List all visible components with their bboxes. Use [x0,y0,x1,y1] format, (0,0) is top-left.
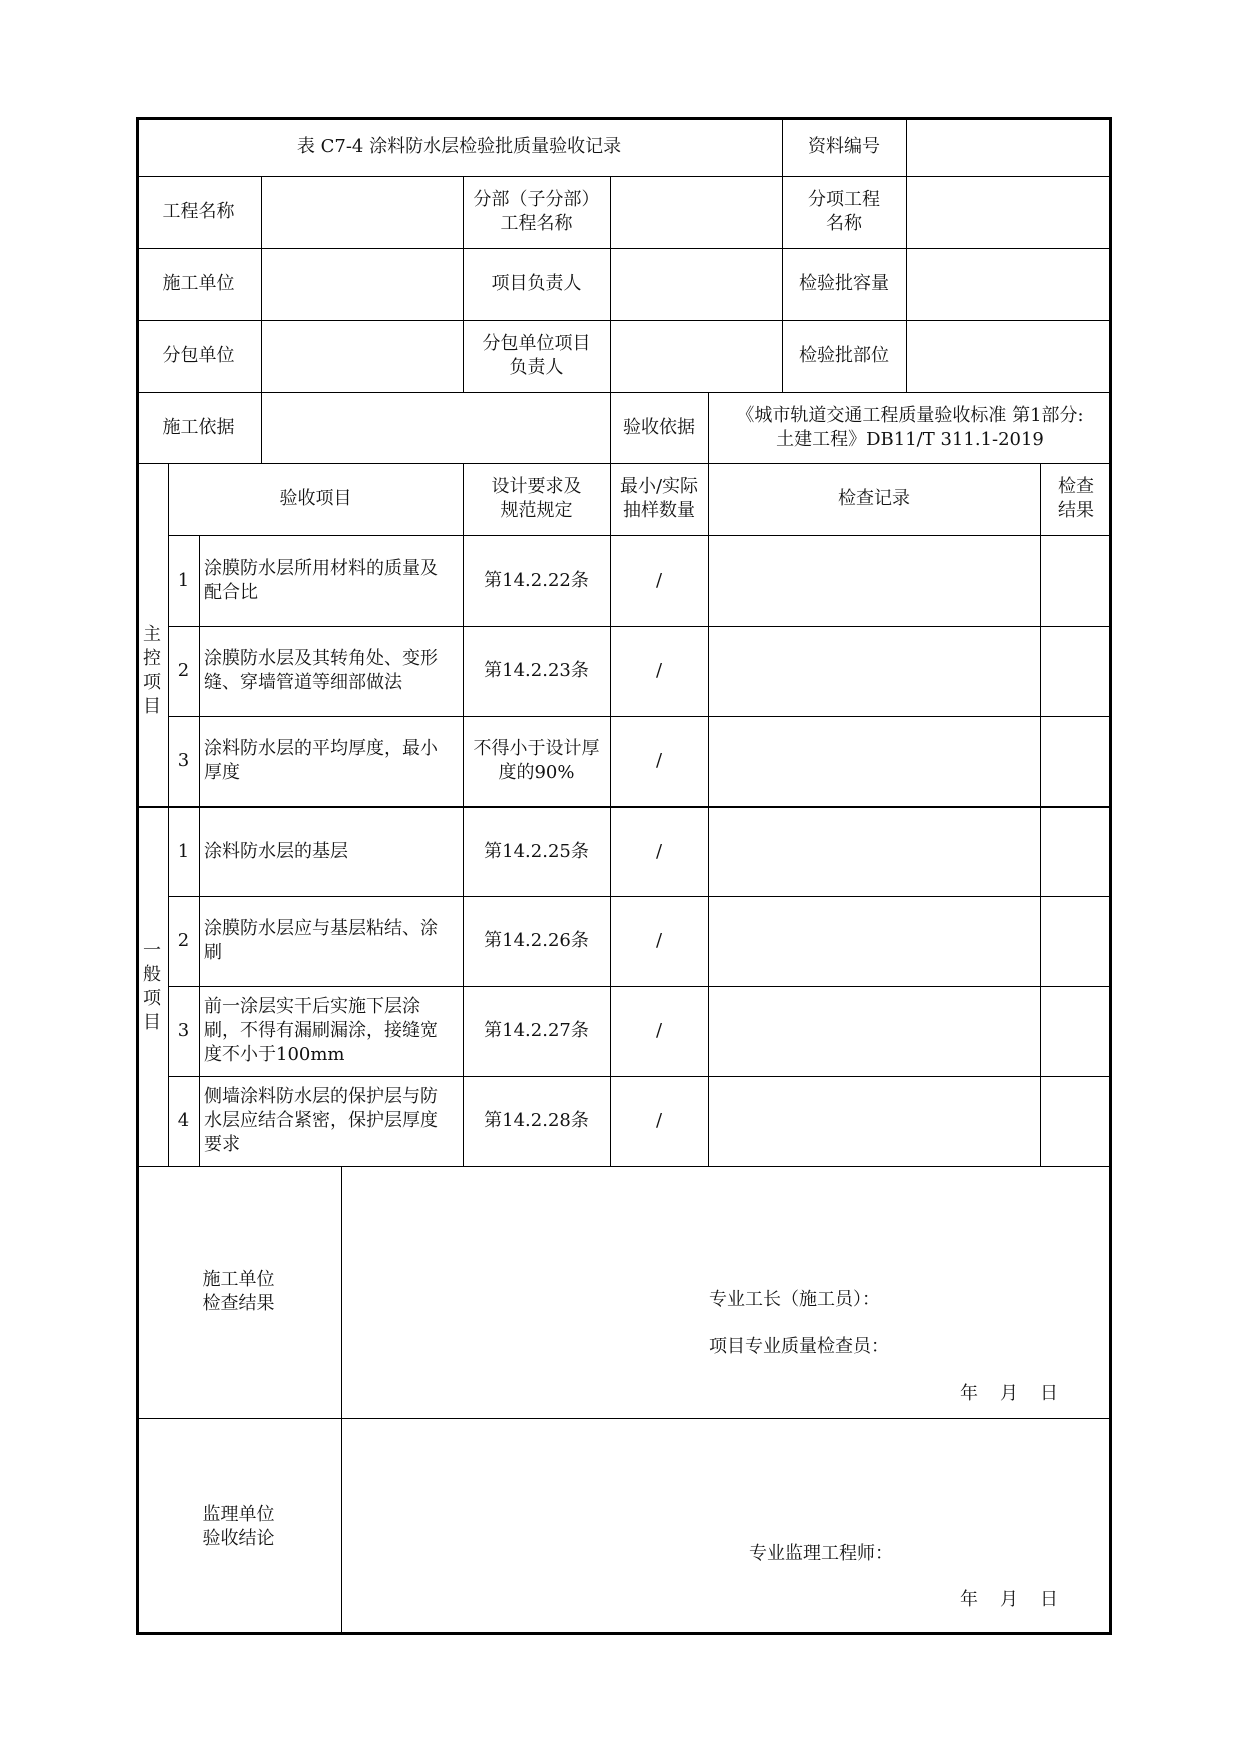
supervisor-date [960,1588,1058,1612]
col-header-result-line2: 结果 [1058,500,1094,521]
batch-location-label: 检验批部位 [799,345,889,366]
row-item-line: 涂膜防水层所用材料的质量及 [204,557,438,579]
row-item-line: 缝、穿墙管道等细部做法 [204,672,402,693]
acceptance-basis-value [708,392,1112,463]
general-label [136,808,168,1166]
row-number: 3 [177,1020,190,1041]
col-header-result-line1: 检查 [1058,476,1094,497]
contractor-check-label-line1: 施工单位 [202,1269,275,1290]
col-header-sample-line1: 最小/实际 [619,476,699,497]
col-header-design-line2: 规范规定 [500,500,573,521]
row-spec-line: 度的90% [498,762,575,783]
row-item-line: 涂膜防水层应与基层粘结、涂 [204,918,438,939]
row-sample: / [655,750,663,771]
foreman-signature-label: 专业工长（施工员）： [709,1289,880,1310]
row-item-line: 涂料防水层的平均厚度，最小 [204,738,438,759]
row-item-line: 配合比 [204,581,258,603]
row-result-field[interactable] [1040,1076,1112,1166]
project-name-field[interactable] [261,176,463,248]
row-spec: 第14.2.23条 [484,660,589,681]
acceptance-basis-label: 验收依据 [623,416,695,438]
col-header-design-line1: 设计要求及 [491,476,582,497]
project-manager-field[interactable] [610,248,782,320]
row-item [199,716,463,806]
acceptance-basis-line1: 《城市轨道交通工程质量验收标准 第1部分: [736,404,1084,426]
row-record-field[interactable] [708,716,1040,806]
col-header-sample-line2: 抽样数量 [623,500,695,521]
row-record-field[interactable] [708,986,1040,1076]
construction-basis-label: 施工依据 [162,416,235,438]
sub-item-label-line2: 名称 [826,213,862,234]
sub-manager-label-line2: 负责人 [509,357,564,378]
row-result-field[interactable] [1040,626,1112,716]
row-result-field[interactable] [1040,896,1112,986]
supervisor-engineer-signature-label: 专业监理工程师： [749,1543,893,1564]
row-item-line: 要求 [204,1134,240,1155]
row-item-line: 涂膜防水层及其转角处、变形 [204,648,438,669]
row-item-line: 厚度 [204,762,240,783]
sub-manager-label [463,320,610,392]
row-record-field[interactable] [708,626,1040,716]
batch-capacity-label: 检验批容量 [799,273,889,294]
col-header-sample [610,463,708,535]
supervisor-label [136,1418,341,1635]
row-spec-line: 不得小于设计厚 [473,738,600,759]
row-record-field[interactable] [708,535,1040,626]
contractor-date [960,1382,1058,1406]
row-record-field[interactable] [708,808,1040,896]
col-header-record: 检查记录 [838,488,910,509]
row-item-line: 刷，不得有漏刷漏涂，接缝宽 [204,1020,438,1041]
sub-division-label [463,176,610,248]
row-item [199,1076,463,1166]
subcontractor-field[interactable] [261,320,463,392]
supervisor-label-line1: 监理单位 [202,1503,275,1525]
row-sample: / [655,660,663,681]
sub-manager-field[interactable] [610,320,782,392]
row-record-field[interactable] [708,1076,1040,1166]
row-result-field[interactable] [1040,535,1112,626]
row-number: 3 [177,750,190,771]
row-number: 2 [177,930,190,951]
row-item-line: 度不小于100mm [204,1044,345,1065]
row-item-line: 刷 [204,942,222,963]
row-item-line: 前一涂层实干后实施下层涂 [204,996,420,1017]
sub-division-label-line1: 分部（子分部） [473,189,600,210]
contractor-check-label-line2: 检查结果 [202,1293,275,1314]
row-spec [463,716,610,806]
date-day: 日 [1040,1589,1058,1610]
row-number: 4 [177,1110,190,1131]
row-number: 1 [177,569,190,591]
doc-no-label: 资料编号 [808,135,880,157]
row-result-field[interactable] [1040,986,1112,1076]
row-sample: / [655,841,663,862]
supervisor-label-line2: 验收结论 [202,1527,275,1549]
sub-item-field[interactable] [906,176,1112,248]
row-record-field[interactable] [708,896,1040,986]
sub-manager-label-line1: 分包单位项目 [482,333,591,354]
date-year: 年 [960,1383,978,1404]
acceptance-basis-line2: 土建工程》DB11/T 311.1-2019 [776,428,1044,450]
row-spec: 第14.2.25条 [484,841,589,862]
subcontractor-label: 分包单位 [162,345,235,366]
sub-item-label-line1: 分项工程 [808,189,880,210]
construction-basis-field[interactable] [261,392,610,463]
row-item-line: 水层应结合紧密，保护层厚度 [204,1110,438,1131]
row-item [199,626,463,716]
row-sample: / [655,569,663,591]
row-sample: / [655,930,663,951]
main-control-label [136,535,168,806]
date-month: 月 [1000,1589,1018,1610]
date-day: 日 [1040,1383,1058,1404]
contractor-label: 施工单位 [162,273,235,294]
row-sample: / [655,1020,663,1041]
row-item: 涂料防水层的基层 [204,841,348,862]
date-month: 月 [1000,1383,1018,1404]
sub-division-field[interactable] [610,176,782,248]
sub-division-label-line2: 工程名称 [500,213,573,234]
project-name-label: 工程名称 [162,201,235,222]
row-spec: 第14.2.22条 [484,569,589,591]
row-spec: 第14.2.27条 [484,1020,589,1041]
batch-location-field[interactable] [906,320,1112,392]
project-manager-label: 项目负责人 [491,273,582,294]
general-label-text: 一般项目 [143,940,161,1033]
contractor-check-label [136,1166,341,1418]
form-title: 表 C7-4 涂料防水层检验批质量验收记录 [296,135,622,157]
row-spec: 第14.2.28条 [484,1110,589,1131]
sub-item-label [782,176,906,248]
row-item [199,535,463,626]
row-result-field[interactable] [1040,716,1112,806]
row-number: 1 [177,841,190,862]
doc-no-field[interactable] [906,117,1112,176]
contractor-field[interactable] [261,248,463,320]
main-control-label-text: 主控项目 [143,623,161,717]
col-header-result [1040,463,1112,535]
row-sample: / [655,1110,663,1131]
row-item [199,986,463,1076]
batch-capacity-field[interactable] [906,248,1112,320]
date-year: 年 [960,1589,978,1610]
row-result-field[interactable] [1040,808,1112,896]
row-item-line: 侧墙涂料防水层的保护层与防 [204,1086,438,1107]
row-number: 2 [177,660,190,681]
row-spec: 第14.2.26条 [484,930,589,951]
quality-inspector-signature-label: 项目专业质量检查员： [709,1336,889,1357]
row-item [199,896,463,986]
col-header-item: 验收项目 [279,488,352,509]
col-header-design [463,463,610,535]
